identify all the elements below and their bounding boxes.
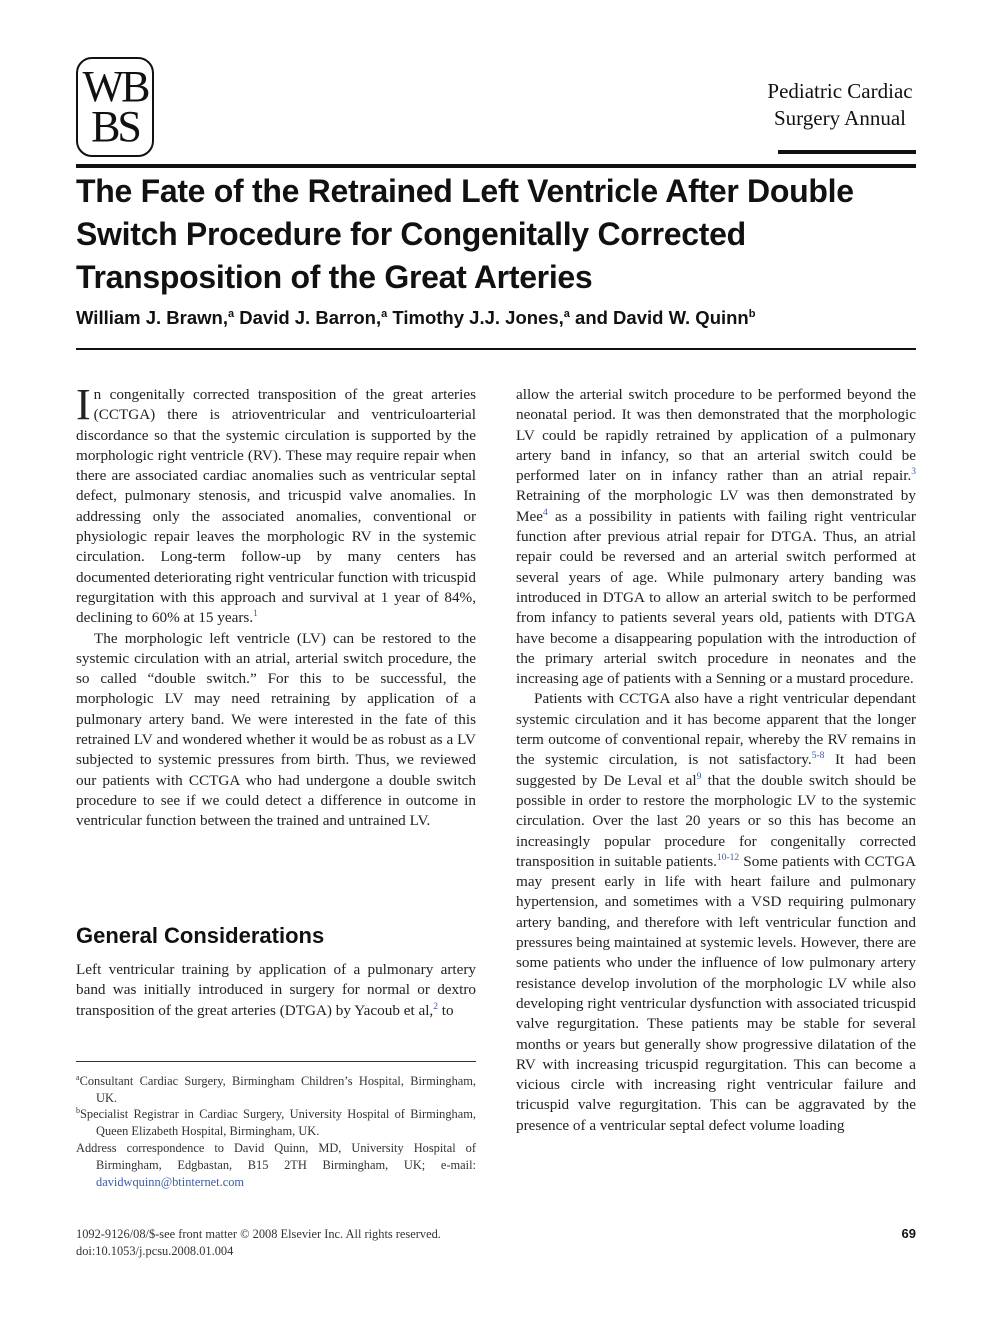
paragraph-text: Some patients with CCTGA may present early in life with heart failure and pulmonary hypertension, and sometimes with a VSD requiring pulmonary artery banding, and therefore with left ventricular function and pressures being maintained at systemic levels. However, there are some patients who under the influence of low pulmonary artery resistance develop involution of the morphologic LV while also developing right ventricular dysfunction with associated tricuspid valve regurgitation. These patients may be stable for several months or years but generally show progressive dilatation of the RV with increasing tricuspid regurgitation. This can become a vicious circle with increasing right ventricular failure and tricuspid valve regurgitation. This can be aggravated by the presence of a ventricular septal defect volume loading — [516, 852, 916, 1134]
citation-link[interactable]: 4 — [543, 507, 548, 518]
footnote-mark: b — [76, 1105, 80, 1115]
author-name: and David W. Quinn — [575, 307, 749, 328]
title-rule — [76, 348, 916, 350]
author-list — [76, 307, 916, 329]
citation-link[interactable]: 5-8 — [811, 751, 825, 762]
section-heading: General Considerations — [76, 923, 325, 948]
footnote-mark: a — [76, 1072, 80, 1082]
journal-name-line-1: Pediatric Cardiac — [767, 79, 913, 103]
paragraph-text: as a possibility in patients with failing right ventricular function after previous atrial repair for DTGA. Thus, an atrial repair could be reversed and an arterial switch performed at several years of age. While pulmonary artery banding was introduced in DTGA to allow an arterial switch to be performed from infancy to patients several years old, patients with DTGA have become a disappearing population with the introduction of the primary arterial switch procedure in neonates and the increasing age of patients with a Senning or a mustard procedure. — [516, 507, 916, 688]
footnote-text: Consultant Cardiac Surgery, Birmingham Children’s Hospital, Birmingham, UK. — [79, 1074, 476, 1105]
publisher-logo — [76, 57, 154, 157]
paragraph-text: Patients with CCTGA also have a right ventricular dependant systemic circulation and it has become apparent that the longer term outcome of conventional repair, whereby the RV remains in the systemic circulation, is not satisfactory. — [516, 690, 916, 769]
article-title: The Fate of the Retrained Left Ventricle After Double Switch Procedure for Congenitally Corrected Transposition of the Great Arteries — [76, 173, 854, 295]
footnote-affiliation-a — [76, 1073, 476, 1107]
paragraph — [76, 380, 476, 629]
journal-name-line-2: Surgery Annual — [773, 106, 907, 130]
author-name: William J. Brawn, — [76, 307, 228, 328]
footnote-text: Specialist Registrar in Cardiac Surgery, University Hospital of Birmingham, Queen Elizabeth Hospital, Birmingham, UK. — [80, 1107, 476, 1138]
email-link[interactable]: davidwquinn@btinternet.com — [96, 1175, 245, 1189]
paragraph — [516, 385, 916, 689]
citation-link[interactable]: 3 — [911, 467, 916, 478]
footnote-affiliation-b — [76, 1106, 476, 1140]
body-column-left — [76, 380, 476, 832]
body-column-right — [516, 385, 916, 1136]
header-rule — [76, 164, 916, 168]
citation-link[interactable]: 2 — [433, 1001, 438, 1012]
paragraph-text: Left ventricular training by application of a pulmonary artery band was initially introduced in surgery for normal or dextro transposition of the great arteries (DTGA) by Yacoub et al, — [76, 961, 476, 1019]
author-affiliation: a — [227, 307, 235, 320]
paragraph-text: to — [437, 1001, 454, 1019]
paragraph-text: Retraining of the morphologic LV was then demonstrated by Mee — [516, 487, 916, 525]
author-affiliation: a — [563, 307, 570, 320]
author-affiliation: b — [748, 307, 756, 320]
body-column-left-continued — [76, 960, 476, 1021]
citation-link[interactable]: 1 — [253, 609, 258, 620]
paragraph-text: The morphologic left ventricle (LV) can be restored to the systemic circulation with an atrial, arterial switch procedure, the so called “double switch.” For this to be successful, the morphologic LV may need retraining by application of a pulmonary artery band. We were interested in the fate of this retrained LV and wondered whether it would be as robust as a LV subjected to systemic pressures from birth. Thus, we reviewed our patients with CCTGA who had undergone a double switch procedure to see if we could detect a difference in outcome in ventricular function between the trained and untrained LV. — [76, 629, 476, 830]
citation-link[interactable]: 9 — [696, 771, 702, 782]
footnote-text: Address correspondence to David Quinn, MD, University Hospital of Birmingham, Edgbastan, B15 2TH Birmingham, UK; e-mail: — [76, 1141, 476, 1172]
paragraph-text: that the double switch should be possible in order to restore the morphologic LV to the systemic circulation. Over the last 20 years or so this has become an increasingly popular procedure for congenitally corrected transposition in suitable patients. — [516, 771, 916, 870]
footnote-correspondence — [76, 1140, 476, 1191]
copyright-block — [76, 1226, 441, 1260]
author-affiliation: a — [381, 307, 388, 320]
journal-name — [760, 78, 920, 132]
footnote-rule — [76, 1061, 476, 1062]
paragraph — [76, 960, 476, 1021]
journal-rule — [778, 150, 916, 154]
paragraph — [516, 689, 916, 1136]
logo-line-1: WB — [82, 62, 148, 111]
logo-line-2: BS — [91, 102, 139, 151]
drop-cap: I — [76, 380, 91, 429]
page-number: 69 — [901, 1226, 916, 1241]
citation-link[interactable]: 10-12 — [716, 852, 740, 863]
paragraph — [76, 629, 476, 832]
author-name: David J. Barron, — [239, 307, 382, 328]
paragraph-text: It had been suggested by De Leval et al — [516, 751, 916, 789]
doi-line[interactable]: doi:10.1053/j.pcsu.2008.01.004 — [76, 1244, 234, 1258]
paragraph-text: allow the arterial switch procedure to be performed beyond the neonatal period. It was then demonstrated that the morphologic LV could be rapidly retrained by application of a pulmonary artery band in infancy, so that an arterial switch could be performed later on in infancy rather than an atrial repair. — [516, 386, 916, 485]
author-name: Timothy J.J. Jones, — [392, 307, 564, 328]
paragraph-text: n congenitally corrected transposition of the great arteries (CCTGA) there is atrioventricular and ventriculoarterial discordance so that the systemic circulation is supported by the morphologic right ventricle (RV). These may require repair when there are associated cardiac anomalies such as ventricular septal defect, pulmonary stenosis, and tricuspid valve anomalies. In addressing only the associated anomalies, conventional or physiologic repair leaves the morphologic RV in the systemic circulation. Long-term follow-up by many centers has documented deteriorating right ventricular function with tricuspid regurgitation with this approach and survival at 1 year of 84%, declining to 60% at 15 years. — [76, 386, 476, 627]
issn-line: 1092-9126/08/$-see front matter © 2008 Elsevier Inc. All rights reserved. — [76, 1227, 441, 1241]
